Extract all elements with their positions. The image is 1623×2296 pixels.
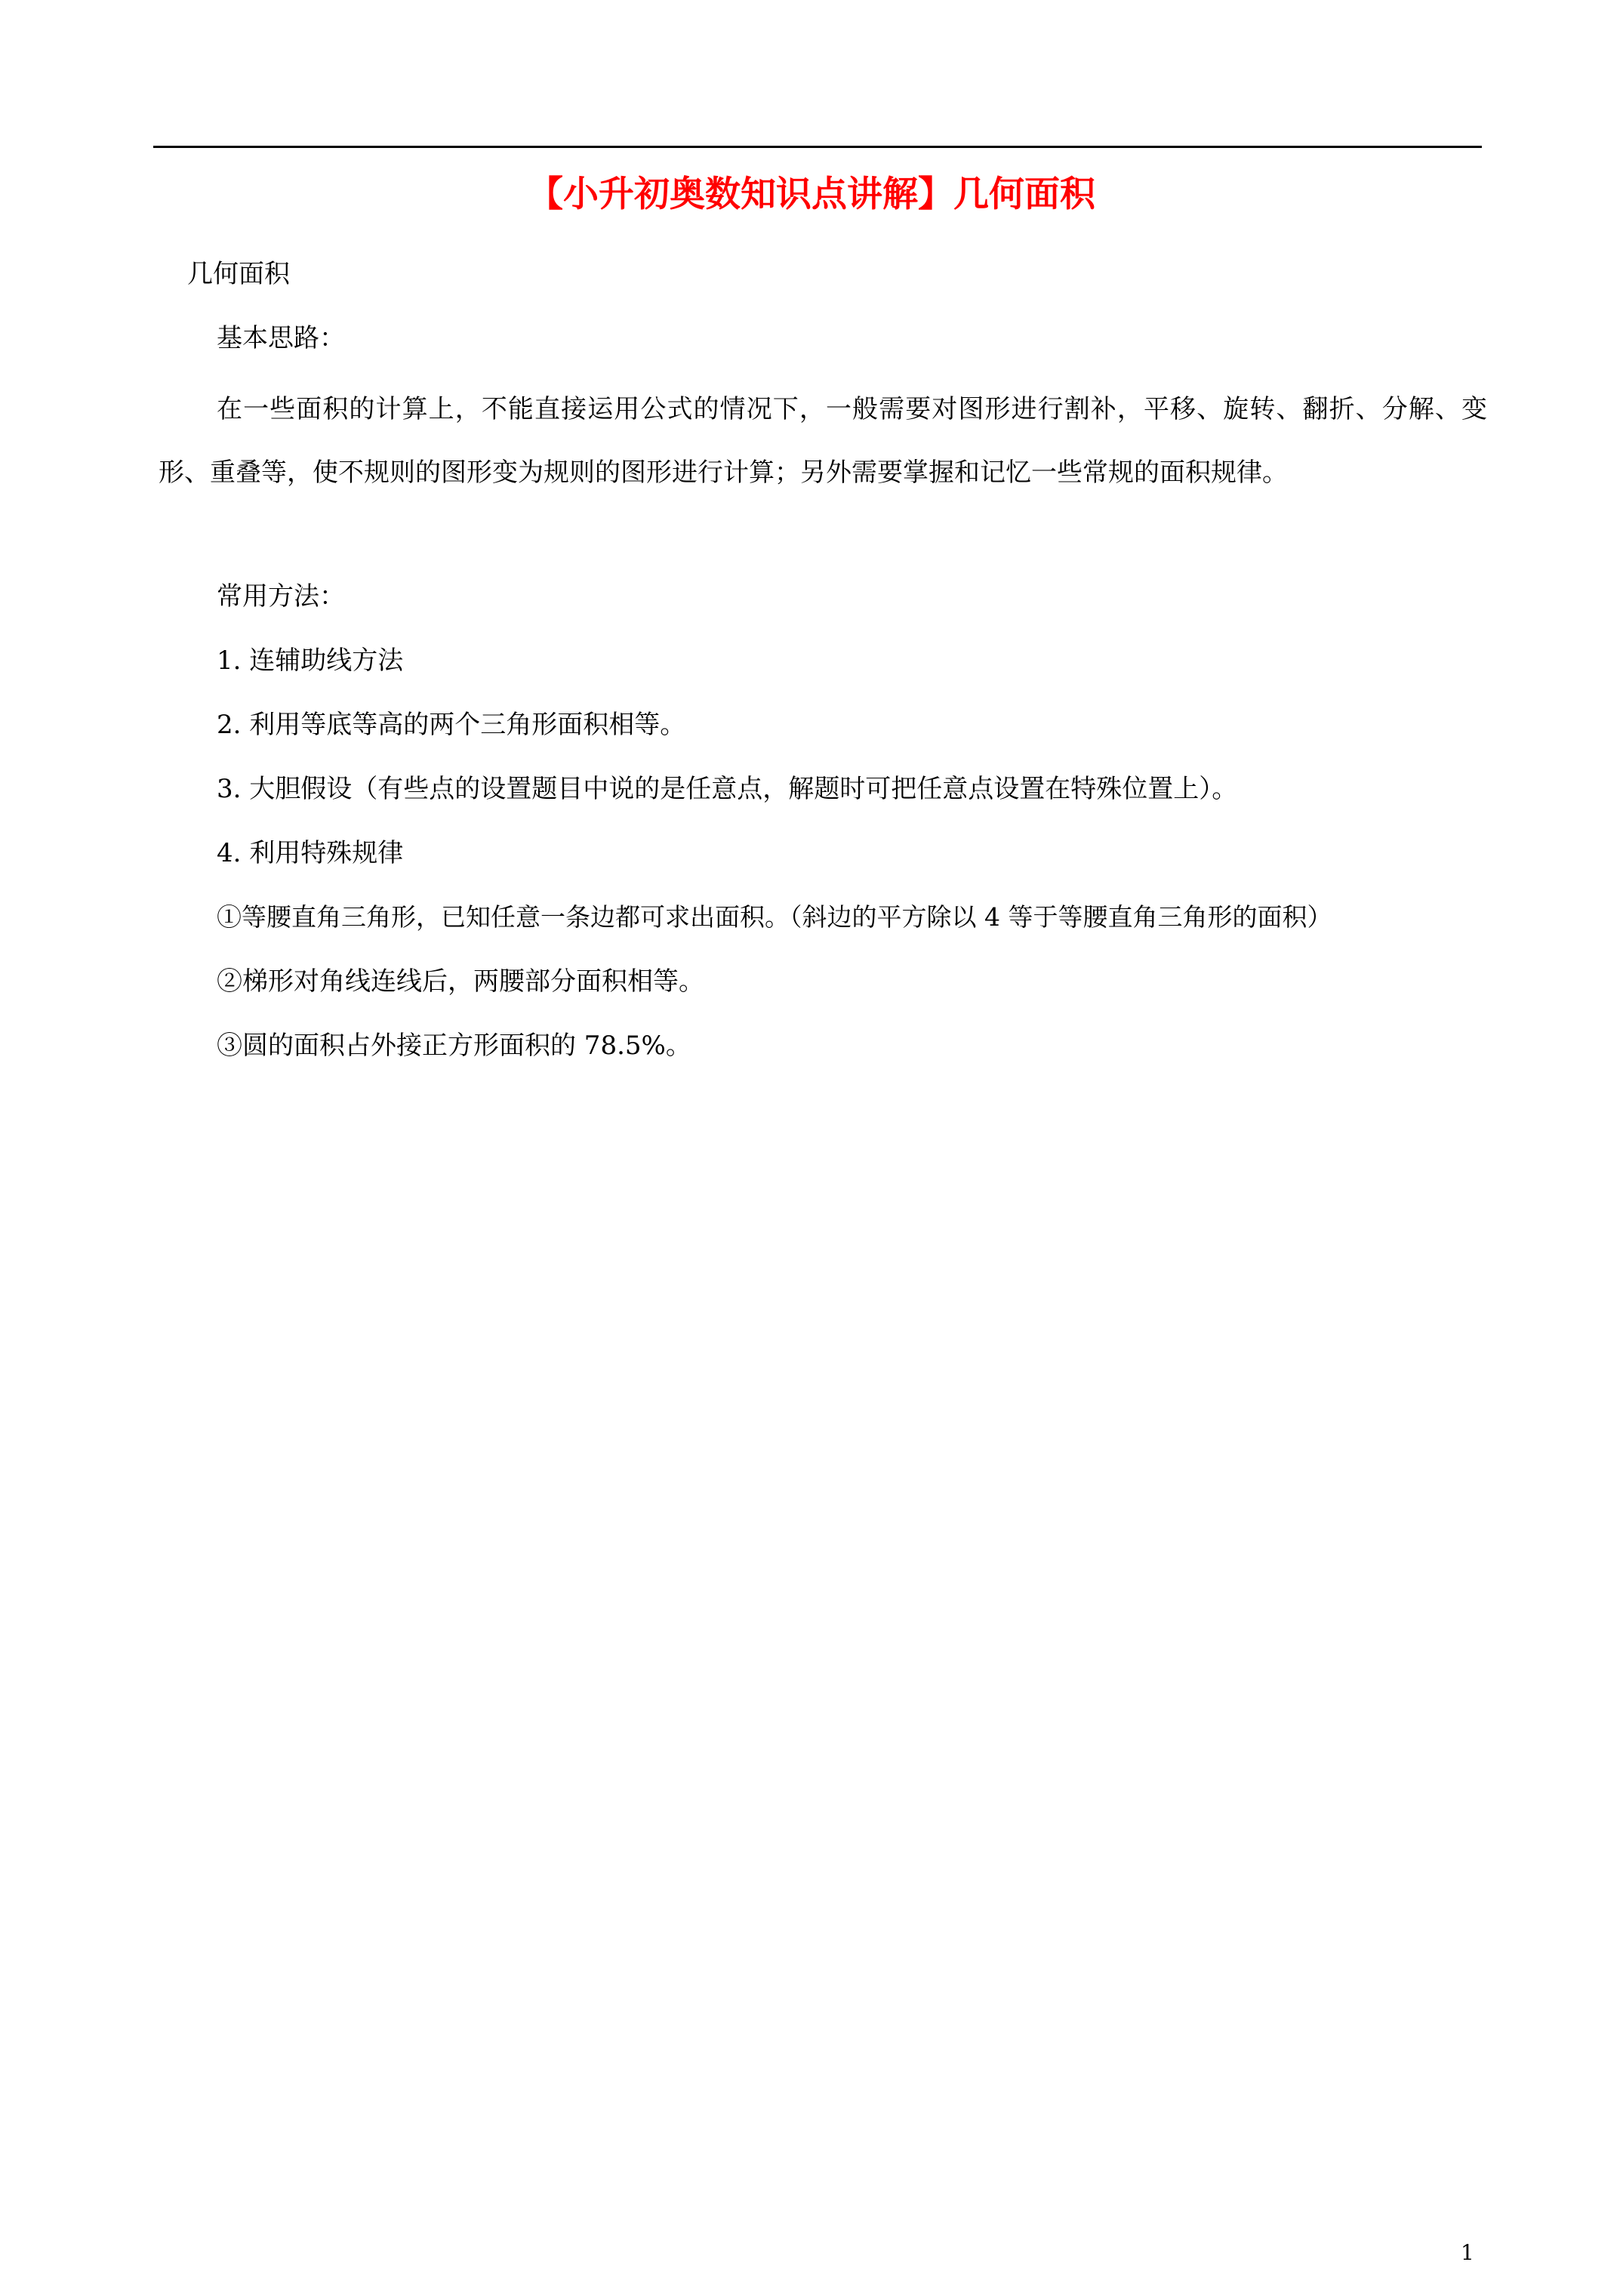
methods-heading: 常用方法：: [217, 581, 345, 612]
section-title: 几何面积: [187, 259, 290, 289]
method-item: 4. 利用特殊规律: [217, 838, 404, 868]
basic-idea-heading: 基本思路：: [217, 323, 345, 353]
method-item: 1. 连辅助线方法: [217, 646, 404, 676]
page-number: 1: [1461, 2240, 1474, 2265]
document-title: 【小升初奥数知识点讲解】几何面积: [528, 174, 1095, 215]
method-item: 3. 大胆假设（有些点的设置题目中说的是任意点，解题时可把任意点设置在特殊位置上）。: [217, 774, 1238, 804]
rule-item: ①等腰直角三角形，已知任意一条边都可求出面积。（斜边的平方除以 4 等于等腰直角三角形的面积）: [217, 902, 1332, 932]
method-item: 2. 利用等底等高的两个三角形面积相等。: [217, 710, 686, 740]
header-rule: [153, 146, 1482, 148]
rule-item: ③圆的面积占外接正方形面积的 78.5%。: [217, 1031, 691, 1061]
basic-idea-paragraph: 在一些面积的计算上，不能直接运用公式的情况下，一般需要对图形进行割补，平移、旋转、翻折、分解、变形、重叠等，使不规则的图形变为规则的图形进行计算；另外需要掌握和记忆一些常规的面积规律。: [159, 394, 1487, 488]
rule-item: ②梯形对角线连线后，两腰部分面积相等。: [217, 966, 704, 997]
